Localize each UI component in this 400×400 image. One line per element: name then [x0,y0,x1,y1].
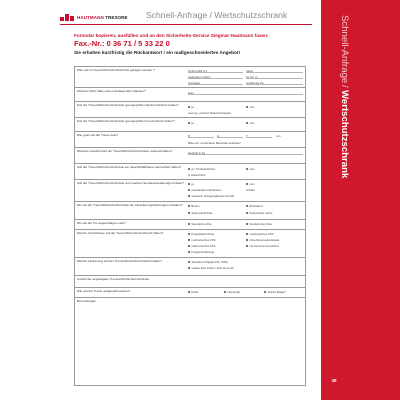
form-row-paint [75,257,305,275]
question-lock-system: Soll der Tresor/Wertschutzschrank ein pleschluflählbares Seneichtet haben? [76,164,182,169]
logo-wordmark: HAUTMANN TRESORE [77,14,128,20]
height-field[interactable]: H [217,134,243,138]
side-title-separator: / [339,85,350,88]
question-size: Wie groß soll der Tresor sein? [76,132,119,137]
question-quantity: Anzahl der angefragten Tresore/Wertschutzschränke [76,276,150,281]
size-note: Bitte evtl. vorhandene Baumaße beachten! [188,141,242,145]
question-weight: Welches Gewicht darf der Tresor/Wertschutzschrank maximal haben? [76,148,173,153]
anchor-left[interactable]: Seitenwand links [188,211,212,215]
lock-system-no[interactable]: nein [246,167,255,171]
paint-standard[interactable]: Standard (Cfligalp RAL 7035) [188,260,228,264]
ordner-count-field[interactable]: Stück [246,69,303,73]
extras-no[interactable]: nein [246,182,255,186]
width-field[interactable]: B [188,134,214,138]
question-locks: Welche Verschlüsse soll der Tresor/Wertschutzschrank haben? [76,230,164,235]
intro-promise: Sie erhalten kurzfristig die Rückantwort / ein maßgeschneidertes Angebot! [74,49,241,55]
lock-fingerprint[interactable]: Fingerprintöffnung [188,250,214,254]
form-row-quantity [75,275,305,287]
form-row-remarks[interactable] [75,297,305,387]
form-row-weight [75,147,305,163]
remarks-label: Bemerkungen: [76,298,97,303]
lock-double-bit[interactable]: Doppelbartschloss [188,232,214,236]
lock-electronic-zss[interactable]: elektronisches ZSS [188,244,216,248]
akten-length-field[interactable]: ca. lfd. m [246,75,303,79]
form-row-lock-system [75,163,305,179]
question-anchoring: Wo soll der Tresor/Wertschutzschrank die Verankerungsbohrungen erhalten? [76,202,183,207]
lock-mechanical-zss-2[interactable]: mechanisches ZSS [188,238,216,242]
form-row-extras [75,179,305,201]
fire-no[interactable]: nein [246,121,255,125]
fire-yes[interactable]: ja [188,121,194,125]
anchor-back[interactable]: Rückwand [246,204,262,208]
form-row-anchoring [75,201,305,219]
extras-yes[interactable]: ja [188,182,194,186]
placement-cellar[interactable]: Keller [188,290,199,294]
anchor-floor[interactable]: Boden [188,204,199,208]
question-extras: Soll der Tresor/Wertschutzschrank noch weitere Sonderausstattungen haben? [76,180,184,185]
hinge-right[interactable]: Standard rechts [188,222,211,226]
placement-floor[interactable]: welche Etage? [264,290,286,294]
form-row-fire [75,117,305,131]
form-row-size [75,131,305,147]
burglary-yes[interactable]: ja [188,105,194,109]
burglary-no[interactable]: nein [246,105,255,109]
question-placement: Wie soll der Tresor aufgestellt werden? [76,288,131,293]
question-door-hinge: Wo soll die Tür angeschlagen sein? [76,220,126,225]
side-title-bold: Wertschutzschrank [339,89,350,179]
lock-no-reservation[interactable]: ohne Reservationsleiste [246,238,279,242]
intro-block [74,33,314,56]
burglary-grade-note[interactable]: wenn ja, welcher Widerstandsgrad [188,111,231,115]
extras-shelves-count[interactable]: Anzahl [246,188,255,192]
form-row-burglary [75,101,305,117]
side-title-light: Schnell-Anfrage [339,15,350,84]
paint-other-ral[interactable]: andere RAL-Farbe / RAL-Nummer [188,266,234,270]
intro-instruction: Formular kopieren, ausfüllen und an den Sicherheits-Service Siegmar Hautmann faxen: [74,33,269,38]
form-row-value [75,87,305,101]
hautmann-logo [60,12,128,22]
question-paint: Welche Lackierung soll der Tresor/Wertschutzschrank haben? [76,258,162,263]
form-row-contents [75,67,305,87]
depth-field[interactable]: T [246,134,272,138]
request-form [74,66,306,386]
fax-number: Fax.-Nr.: 0 36 71 / 5 33 22 0 [74,38,170,48]
ordner-field[interactable]: Ordner DIN A 4 [188,69,243,73]
extras-hanging-files[interactable]: ausziehb. Hängeregistratur Anzahl [188,194,234,198]
side-title [322,15,350,225]
form-row-placement [75,287,305,297]
akten-field[interactable]: Laufende m Akten [188,75,243,79]
lock-time-delay[interactable]: mit Verzonenverschluss [246,244,279,248]
weight-field[interactable]: Gewicht in kg [188,151,303,155]
extras-shelves[interactable]: ausziehbare Fachboden [188,188,221,192]
header-divider [60,24,312,25]
placement-ground[interactable]: ebenerdig [224,290,240,294]
lock-system-note: je Höhenhöhe [188,173,206,177]
question-contents: Was soll im Tresor/Wertschutzschrank gelagert werden ? [76,67,155,72]
question-burglary: Soll der Tresor/Wertschutzschrank typengeprüften Einbruchschutz haben? [76,102,179,107]
page-header-title: Schnell-Anfrage / Wertschutzschrank [146,10,288,20]
question-value: Welchen Wert haben die einzulagernden Sachen? [76,88,146,93]
sonstiges-count-field[interactable]: Anzahl der Fä [246,81,303,85]
sonstiges-field[interactable]: Sonstiges [188,81,243,85]
value-field[interactable]: Euro [188,91,303,95]
hinge-left[interactable]: Sonderfertig. links [246,222,272,226]
form-row-door-hinge [75,219,305,229]
question-fire: Soll der Tresor/Wertschutzschrank typengeprüften Feuerschutz haben? [76,118,175,123]
lock-system-yes[interactable]: ja / Türabdeckhöhe [188,167,215,171]
form-row-locks [75,229,305,257]
anchor-right[interactable]: Seitenwand rechts [246,211,272,215]
size-unit: mm [276,134,281,138]
page-number: 49 [331,378,337,383]
logo-mark-icon [60,14,74,21]
lock-mechanical-zss[interactable]: mechanisches ZSS [246,232,274,236]
